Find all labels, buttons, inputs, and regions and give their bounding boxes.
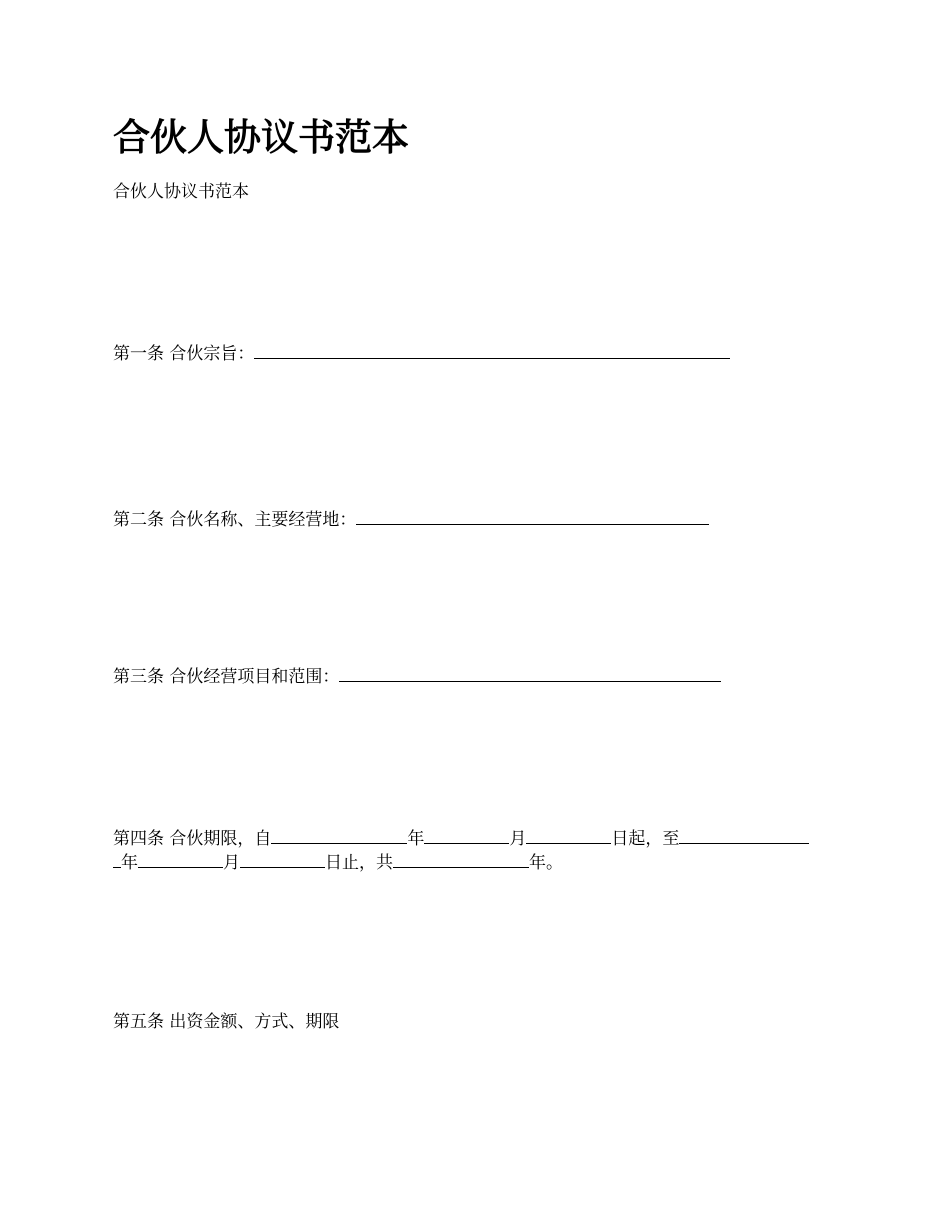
clause-2 [113,507,709,531]
document-title: 合伙人协议书范本 [113,115,409,159]
start-month-blank[interactable] [424,826,509,844]
clause-1-label: 第一条 合伙宗旨： [113,344,255,364]
clause-3 [113,664,721,688]
clause-4 [113,826,838,874]
end-month-blank[interactable] [138,850,223,868]
start-day-blank[interactable] [526,826,611,844]
end-month-label: 月 [223,853,240,873]
clause-2-label: 第二条 合伙名称、主要经营地： [113,510,357,530]
end-year-blank-part2[interactable] [113,850,121,868]
end-day-blank[interactable] [240,850,325,868]
start-year-blank[interactable] [271,826,407,844]
clause-5 [113,1011,339,1033]
clause-4-label: 第四条 合伙期限，自 [113,829,272,849]
clause-5-label: 第五条 出资金额、方式、期限 [113,1012,340,1032]
total-years-blank[interactable] [393,850,529,868]
total-years-label: 年。 [529,853,563,873]
start-month-label: 月 [509,829,527,849]
clause-2-blank[interactable] [356,507,709,525]
start-year-label: 年 [407,829,425,849]
end-day-label: 日止，共 [325,853,393,873]
start-day-label: 日起，至 [611,829,680,849]
clause-3-blank[interactable] [339,664,721,682]
end-year-label: 年 [121,853,138,873]
clause-3-label: 第三条 合伙经营项目和范围： [113,667,340,687]
clause-1 [113,341,730,365]
clause-1-blank[interactable] [254,341,730,359]
end-year-blank-part1[interactable] [679,826,809,844]
document-subtitle: 合伙人协议书范本 [113,182,249,202]
